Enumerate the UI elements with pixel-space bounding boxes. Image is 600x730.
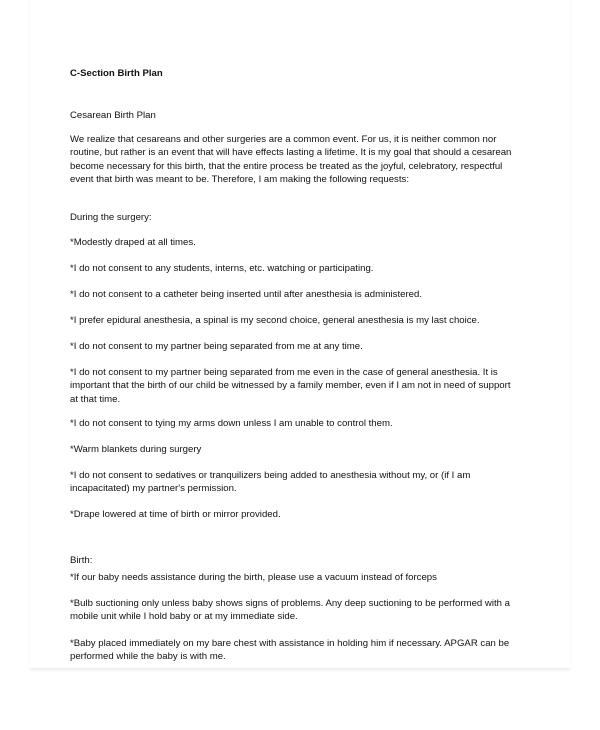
list-item: *I do not consent to sedatives or tranquilizers being added to anesthesia without my, or (if I am incapacitated) my partner's permission. (70, 470, 471, 495)
list-item: *Drape lowered at time of birth or mirror provided. (70, 509, 281, 520)
list-item: *I do not consent to my partner being separated from me even in the case of general anesthesia. It is important that the birth of our child be witnessed by a family member, even if I am not in need of support at that time. (70, 367, 511, 405)
surgery-heading: During the surgery: (70, 212, 152, 223)
birth-heading: Birth: (70, 555, 93, 566)
list-item: *I do not consent to a catheter being inserted until after anesthesia is administered. (70, 289, 422, 300)
list-item: *Bulb suctioning only unless baby shows signs of problems. Any deep suctioning to be performed with a mobile unit while I hold baby or at my immediate side. (70, 598, 510, 623)
list-item: *I do not consent to any students, interns, etc. watching or participating. (70, 263, 374, 274)
document-title: C-Section Birth Plan (70, 68, 163, 79)
list-item: *I prefer epidural anesthesia, a spinal is my second choice, general anesthesia is my last choice. (70, 315, 480, 326)
intro-paragraph: We realize that cesareans and other surgeries are a common event. For us, it is neither common nor routine, but rather is an event that will have effects lasting a lifetime. It is my goal that should a cesarean become necessary for this birth, that the entire process be treated as the joyful, celebratory, respectful event that birth was meant to be. Therefore, I am making the following requests: (70, 134, 512, 185)
list-item: *Warm blankets during surgery (70, 444, 202, 455)
list-item: *Modestly draped at all times. (70, 237, 196, 248)
list-item: *I do not consent to tying my arms down unless I am unable to control them. (70, 418, 393, 429)
list-item: *If our baby needs assistance during the birth, please use a vacuum instead of forceps (70, 572, 437, 583)
list-item: *Baby placed immediately on my bare chest with assistance in holding him if necessary. APGAR can be performed while the baby is with me. (70, 638, 510, 663)
list-item: *I do not consent to my partner being separated from me at any time. (70, 341, 363, 352)
document-page (30, 0, 570, 669)
document-subtitle: Cesarean Birth Plan (70, 110, 156, 121)
